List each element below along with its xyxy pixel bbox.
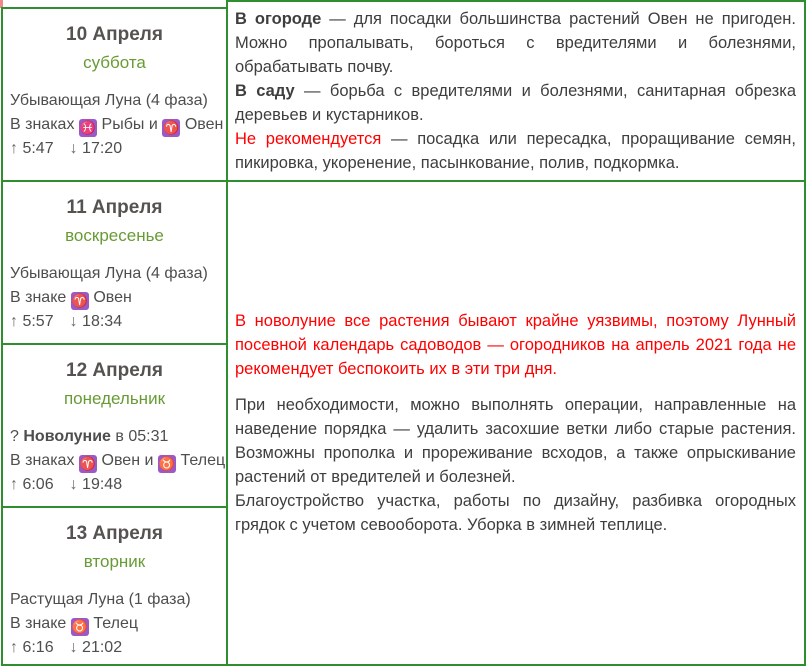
- moon-phase-line: [10, 89, 221, 113]
- sunset-time: 19:48: [82, 476, 123, 493]
- zodiac-signs-line: [10, 286, 221, 310]
- newmoon-advice-paragraph-2: Благоустройство участка, работы по дизайну, разбивка огородных грядок с учетом севооборота. Уборка в зимней теплице.: [235, 492, 796, 534]
- orchard-lead: В саду: [235, 82, 295, 100]
- day-date: 11 Апреля: [66, 197, 163, 218]
- sign-name: Телец: [180, 452, 226, 469]
- signs-label: В знаках: [10, 452, 75, 469]
- sun-times-line: [10, 310, 221, 334]
- sunrise-icon: ↑: [10, 639, 18, 656]
- sun-times-line: [10, 137, 221, 161]
- not-recommended-text: — посадка или пересадка, проращивание семян, пикировка, укоренение, пасынкование, полив, подкормка.: [235, 130, 797, 172]
- sunset-time: 18:34: [82, 313, 123, 330]
- sunset-icon: ↓: [69, 313, 78, 330]
- moon-phase-text: ?: [10, 428, 19, 445]
- zodiac-signs-line: [10, 449, 226, 473]
- sign-joiner: и: [144, 452, 154, 469]
- sign-name: Рыбы: [101, 116, 145, 133]
- day-details: [3, 588, 226, 660]
- day-details: [3, 425, 226, 497]
- aries-icon: ♈: [71, 293, 88, 308]
- day-date: 12 Апреля: [66, 360, 163, 381]
- day-details: [3, 89, 226, 161]
- day-weekday: воскресенье: [65, 226, 164, 245]
- aries-icon: ♈: [163, 120, 180, 135]
- moon-phase-line: [10, 588, 221, 612]
- sunrise-time: 6:06: [22, 476, 54, 493]
- day-details: [3, 262, 226, 334]
- sign-name: Овен: [101, 452, 141, 469]
- day-cell-11-april: [1, 180, 228, 345]
- aries-icon: ♈: [79, 456, 97, 471]
- signs-label: В знаке: [10, 615, 67, 632]
- pisces-icon: ♓: [79, 120, 97, 135]
- taurus-icon: ♉: [158, 456, 176, 471]
- sunset-icon: ↓: [69, 140, 78, 157]
- sign-name: Овен: [93, 289, 132, 306]
- sunset-icon: ↓: [69, 639, 78, 656]
- advice-cell-newmoon-merged: [226, 180, 806, 666]
- orchard-text: — борьба с вредителями и болезнями, санитарная обрезка деревьев и кустарников.: [235, 82, 797, 124]
- sunrise-icon: ↑: [10, 313, 18, 330]
- day-date: 10 Апреля: [66, 24, 163, 45]
- sunrise-time: 5:57: [22, 313, 54, 330]
- sunset-time: 21:02: [82, 639, 123, 656]
- moon-phase-text: Убывающая Луна (4 фаза): [10, 92, 208, 109]
- zodiac-signs-line: [10, 612, 221, 636]
- day-cell-13-april: [1, 506, 228, 666]
- sign-name: Телец: [93, 615, 138, 632]
- signs-label: В знаках: [10, 116, 75, 133]
- day-weekday: понедельник: [63, 389, 166, 408]
- sunrise-icon: ↑: [10, 140, 18, 157]
- moon-phase-line: [10, 425, 221, 449]
- moon-phase-line: [10, 262, 221, 286]
- day-weekday: суббота: [83, 53, 146, 72]
- sun-times-line: [10, 473, 221, 497]
- moon-phase-suffix: в 05:31: [115, 428, 169, 445]
- garden-lead: В огороде: [235, 10, 322, 28]
- day-cell-12-april: [1, 343, 228, 508]
- garden-text: — для посадки большинства растений Овен не пригоден. Можно пропалывать, бороться с вредителями и болезнями, обрабатывать почву.: [235, 10, 796, 76]
- sign-joiner: и: [148, 116, 158, 133]
- orchard-advice-paragraph: [235, 79, 796, 127]
- moon-phase-bold: Новолуние: [23, 428, 111, 445]
- sunset-icon: ↓: [69, 476, 78, 493]
- not-recommended-lead: Не рекомендуется: [235, 130, 382, 148]
- sign-name: Овен: [184, 116, 224, 133]
- sunrise-time: 5:47: [22, 140, 54, 157]
- day-weekday: вторник: [83, 552, 146, 571]
- sunset-time: 17:20: [82, 140, 123, 157]
- moon-phase-text: Убывающая Луна (4 фаза): [10, 265, 208, 282]
- newmoon-advice-paragraph-1: При необходимости, можно выполнять операции, направленные на наведение порядка — удалить засохшие ветки либо старые растения. Возможны прополка и прореживание всходов, а также опрыскивание растений от вредителей и болезней.: [235, 396, 796, 486]
- moon-phase-text: Растущая Луна (1 фаза): [10, 591, 191, 608]
- day-date: 13 Апреля: [66, 523, 163, 544]
- signs-label: В знаке: [10, 289, 67, 306]
- garden-advice-paragraph: [235, 7, 796, 79]
- day-cell-10-april: [1, 7, 228, 182]
- sun-times-line: [10, 636, 221, 660]
- not-recommended-paragraph: [235, 127, 796, 175]
- advice-cell-10-april: [226, 0, 806, 182]
- sunrise-time: 6:16: [22, 639, 54, 656]
- taurus-icon: ♉: [71, 619, 88, 634]
- sunrise-icon: ↑: [10, 476, 18, 493]
- zodiac-signs-line: [10, 113, 224, 137]
- newmoon-warning-paragraph: В новолуние все растения бывают крайне уязвимы, поэтому Лунный посевной календарь садоводов — огородников на апрель 2021 года не рекомендует беспокоить их в эти три дня.: [235, 312, 796, 378]
